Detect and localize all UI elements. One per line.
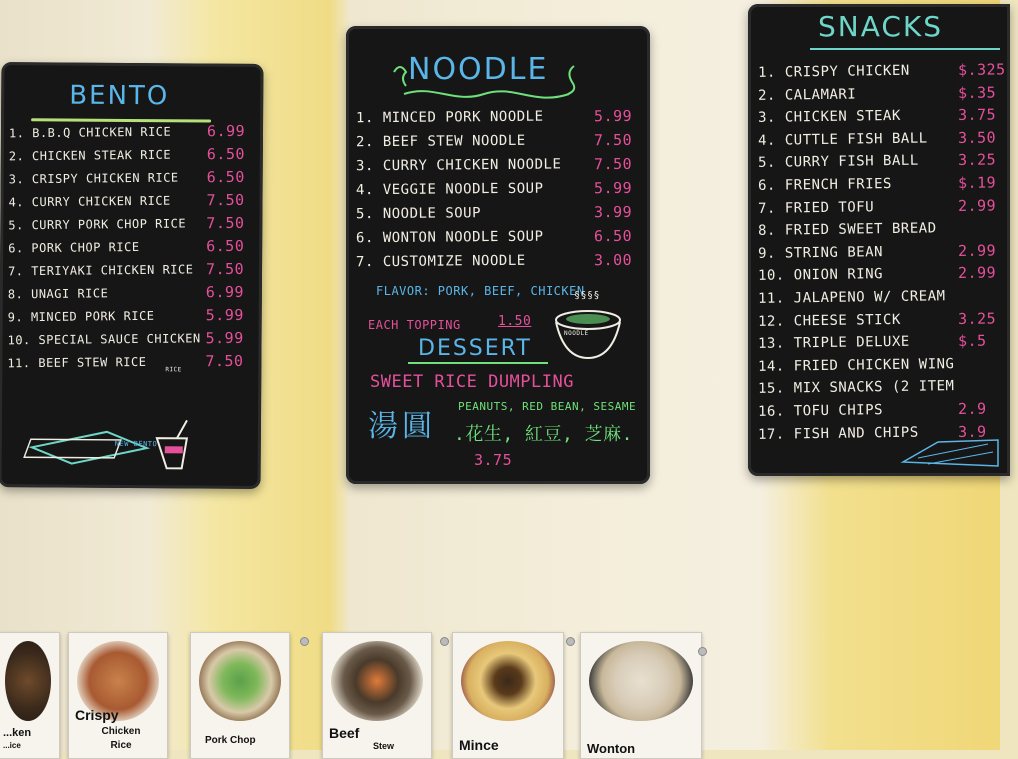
menu-item (9, 166, 259, 191)
photo-strip (0, 632, 720, 756)
menu-item (356, 153, 646, 178)
photo-card[interactable] (68, 632, 168, 759)
menu-item-price: 5.99 (593, 178, 633, 198)
bento-sketch (27, 417, 227, 473)
menu-item (7, 327, 257, 352)
topping-label: EACH TOPPING (368, 318, 461, 332)
menu-item-price: 3.25 (957, 309, 997, 328)
menu-item-price: 7.50 (593, 154, 633, 174)
bento-title: BENTO (69, 80, 170, 112)
menu-item (758, 216, 1018, 242)
menu-item (356, 249, 646, 274)
menu-item-price: 2.99 (957, 263, 997, 283)
menu-item (758, 397, 1018, 423)
menu-item-name: 9. MINCED PORK RICE (7, 308, 155, 325)
photo-sublabel: ...ice (3, 741, 21, 750)
menu-item-name: 3. CHICKEN STEAK (757, 108, 901, 127)
menu-item-name: 3. CURRY CHICKEN NOODLE (355, 156, 562, 175)
menu-item-name: 4. VEGGIE NOODLE SOUP (355, 180, 544, 199)
menu-item-name: 17. FISH AND CHIPS (757, 424, 919, 443)
menu-item-name: 6. WONTON NOODLE SOUP (355, 228, 544, 247)
menu-item-name: 1. MINCED PORK NOODLE (355, 108, 544, 127)
snacks-board (748, 4, 1010, 476)
snacks-basket-drawing (898, 432, 1008, 472)
menu-item-price: 6.50 (206, 167, 245, 187)
menu-item (758, 103, 1018, 129)
noodle-list (356, 106, 646, 276)
menu-item (8, 189, 258, 214)
menu-item-name: 8. UNAGI RICE (7, 286, 109, 302)
menu-item-price: $.5 (957, 331, 987, 351)
menu-item-name: 8. FRIED SWEET BREAD (757, 220, 937, 240)
menu-item (356, 177, 646, 202)
dessert-chinese: 湯圓 (368, 409, 436, 444)
menu-item-name: 2. CALAMARI (757, 86, 857, 104)
photo-label: Pork Chop (205, 735, 256, 746)
menu-item-price: 3.75 (957, 105, 997, 125)
menu-item-price: 7.50 (205, 351, 244, 371)
snacks-title: SNACKS (818, 10, 944, 43)
menu-item (8, 304, 258, 329)
menu-item-price: 3.25 (957, 150, 997, 170)
menu-item-name: 7. FRIED TOFU (757, 198, 875, 217)
photo-sublabel: Stew (373, 741, 395, 751)
menu-item-price: 3.00 (593, 250, 633, 270)
menu-item-price: 6.99 (205, 282, 245, 302)
dessert-fillings-en: PEANUTS, RED BEAN, SESAME (458, 400, 637, 413)
bento-new-note: NEW BENTO (114, 439, 158, 449)
menu-item (8, 258, 258, 283)
menu-item-price: 3.9 (957, 422, 987, 441)
dessert-name: SWEET RICE DUMPLING (370, 372, 574, 392)
bento-list (7, 120, 259, 452)
photo-label: Beef (329, 725, 360, 741)
photo-label: Wonton (587, 741, 636, 756)
menu-item-name: 14. FRIED CHICKEN WING (757, 355, 955, 375)
menu-item-name: 16. TOFU CHIPS (757, 402, 884, 420)
menu-item (758, 262, 1018, 288)
menu-item-name: 5. NOODLE SOUP (355, 205, 482, 223)
photo-card[interactable] (0, 632, 60, 759)
menu-item-price: 5.99 (593, 106, 633, 126)
snacks-underline (810, 48, 1000, 50)
menu-item (356, 225, 646, 250)
menu-item-name: 11. JALAPENO W/ CREAM (757, 288, 946, 307)
menu-item-price: 7.50 (206, 213, 245, 233)
topping-price: 1.50 (498, 314, 532, 329)
photo-card[interactable] (322, 632, 432, 759)
menu-item-name: 2. CHICKEN STEAK RICE (8, 147, 172, 164)
menu-item (758, 149, 1018, 175)
menu-item-price: $.35 (957, 83, 997, 102)
menu-item-price: 6.99 (206, 121, 246, 141)
menu-item (758, 171, 1018, 197)
menu-item-price: 7.50 (593, 130, 633, 150)
menu-item-name: 3. CRISPY CHICKEN RICE (8, 170, 179, 187)
menu-item (356, 201, 646, 226)
menu-item (8, 235, 258, 260)
menu-item-price: 3.99 (593, 202, 633, 222)
menu-item-price: 3.50 (957, 128, 997, 147)
menu-item (9, 143, 259, 168)
menu-item-name: 9. STRING BEAN (757, 243, 884, 262)
menu-item-name: 6. PORK CHOP RICE (8, 239, 140, 256)
photo-label: Crispy (75, 707, 119, 723)
menu-item-name: 13. TRIPLE DELUXE (757, 333, 910, 353)
menu-item-name: 1. B.B.Q CHICKEN RICE (8, 124, 172, 141)
photo-plate (5, 641, 51, 721)
menu-item-price: 2.99 (957, 241, 997, 260)
menu-item-name: 7. TERIYAKI CHICKEN RICE (7, 262, 194, 279)
menu-item (758, 307, 1018, 333)
menu-item (758, 284, 1018, 310)
photo-plate (589, 641, 693, 721)
menu-item-price: $.325 (957, 60, 1006, 80)
photo-plate (461, 641, 555, 721)
menu-item-price: 5.99 (205, 305, 244, 325)
menu-item-name: 10. ONION RING (757, 266, 884, 285)
menu-item-name: 2. BEEF STEW NOODLE (355, 132, 526, 151)
photo-pin (566, 637, 575, 646)
menu-item-price: 5.99 (205, 328, 244, 348)
menu-item-name: 12. CHEESE STICK (757, 311, 901, 330)
noodle-title-flourish (384, 44, 584, 104)
noodle-board (346, 26, 650, 484)
snacks-list (758, 60, 1018, 460)
dessert-price: 3.75 (474, 451, 513, 469)
noodle-title: NOODLE (408, 52, 549, 87)
dessert-underline (408, 362, 548, 364)
noodle-flavor: FLAVOR: PORK, BEEF, CHICKEN (376, 284, 585, 298)
menu-item-price: 7.50 (206, 190, 245, 210)
photo-pin (300, 637, 309, 646)
menu-item-price: 6.50 (206, 236, 245, 256)
bento-rice-word: RICE (165, 366, 182, 374)
menu-item-name: 11. BEEF STEW RICE (7, 354, 147, 371)
photo-card[interactable] (190, 632, 290, 759)
menu-item (758, 58, 1018, 84)
noodle-bowl-drawing (550, 308, 630, 368)
photo-sublabel: Chicken Rice (101, 726, 141, 751)
dessert-fillings-cn: .花生, 紅豆, 芝麻. (454, 424, 634, 445)
menu-item-name: 4. CUTTLE FISH BALL (757, 130, 928, 149)
menu-item-name: 1. CRISPY CHICKEN (757, 62, 910, 81)
menu-item (9, 120, 259, 145)
bento-board (0, 62, 263, 489)
photo-label: Mince (459, 737, 499, 753)
menu-item (8, 281, 258, 306)
menu-item-name: 15. MIX SNACKS (2 ITEM (757, 378, 955, 398)
menu-item-name: 5. CURRY PORK CHOP RICE (8, 216, 187, 233)
menu-item-price: 7.50 (205, 259, 245, 279)
menu-item (758, 375, 1018, 401)
menu-item (356, 129, 646, 154)
menu-item-name: 7. CUSTOMIZE NOODLE (355, 252, 526, 271)
menu-item-name: 4. CURRY CHICKEN RICE (8, 193, 171, 210)
menu-item (8, 212, 258, 237)
menu-item (356, 105, 646, 130)
photo-pin (698, 647, 707, 656)
photo-card[interactable] (452, 632, 564, 759)
menu-item (7, 350, 257, 375)
menu-item (758, 194, 1018, 220)
menu-item (758, 329, 1018, 355)
photo-label: ...ken (3, 727, 32, 739)
menu-item-price: 6.50 (206, 144, 246, 164)
noodle-steam: §§§§ (574, 290, 601, 301)
photo-plate (331, 641, 423, 721)
menu-item-name: 5. CURRY FISH BALL (757, 152, 919, 172)
menu-item-price: 2.9 (957, 399, 987, 419)
dessert-title: DESSERT (418, 336, 532, 361)
photo-pin (440, 637, 449, 646)
menu-item-name: 10. SPECIAL SAUCE CHICKEN (7, 331, 201, 348)
menu-item-price: 6.50 (593, 226, 633, 246)
menu-item-name: 6. FRENCH FRIES (757, 175, 893, 194)
menu-item-price: 2.99 (957, 196, 997, 215)
photo-card[interactable] (580, 632, 702, 759)
noodle-bowl-label: NOODLE (564, 330, 589, 337)
photo-plate (199, 641, 281, 721)
menu-item (758, 81, 1018, 107)
menu-item-price: $.19 (957, 173, 997, 193)
